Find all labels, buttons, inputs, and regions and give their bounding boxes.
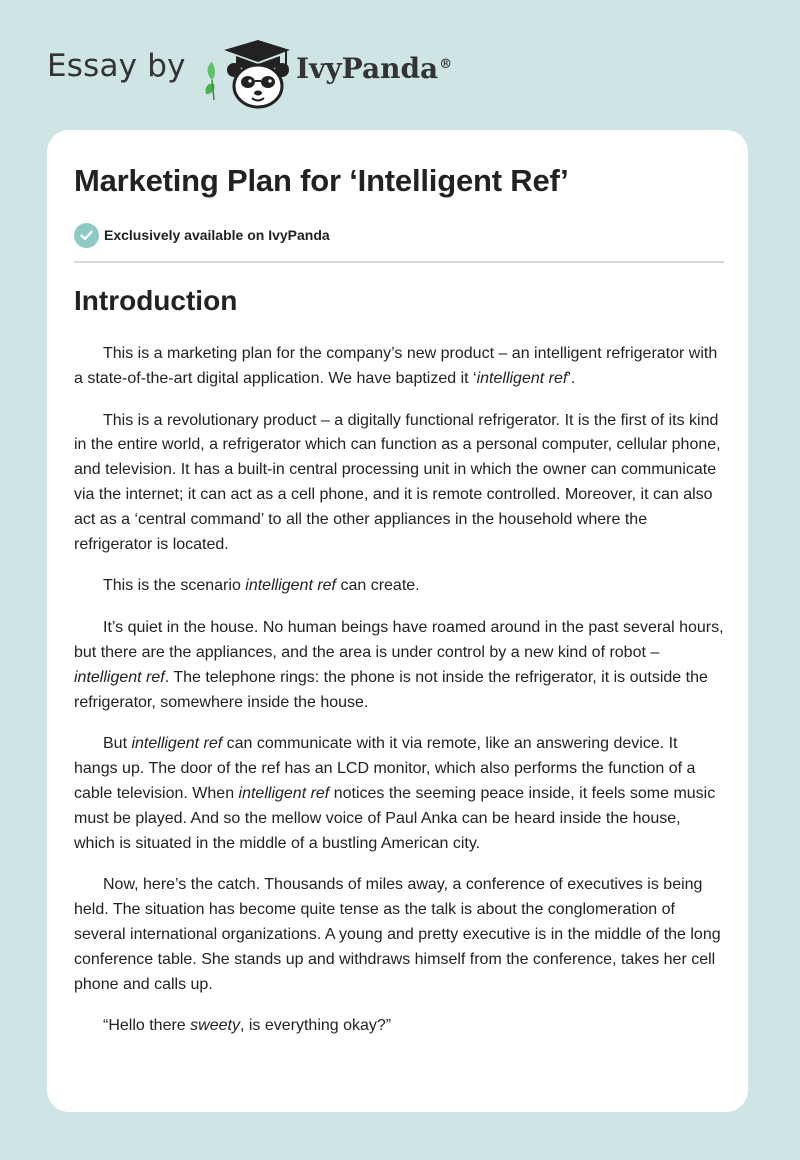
- paragraph-text: ’.: [567, 369, 576, 387]
- paragraph-text: This is the scenario: [103, 577, 246, 595]
- paragraph-text: notices the seeming peace inside, it feels some music must be played. And so the mellow voice of Paul Anka can be heard inside the house, which is situated in the middle of a bustling American city.: [74, 784, 716, 852]
- essay-card: [47, 130, 748, 1112]
- title-divider: [74, 261, 724, 263]
- paragraph-text: can communicate with it via remote, like an answering device. It hangs up. The door of the ref has an LCD monitor, which also performs the function of a cable television. When: [74, 735, 696, 802]
- panda-logo-icon[interactable]: [200, 36, 292, 110]
- emphasis-text: intelligent ref: [245, 577, 336, 595]
- paragraph-text: This is a revolutionary product – a digitally functional refrigerator. It is the first of its kind in the entire world, a refrigerator which can function as a personal computer, cellular phone, and television. It has a built-in central processing unit in which the owner can communicate via the internet; it can act as a cell phone, and it is remote controlled. Moreover, it can also act as a ‘central command’ to all the other appliances in the household where the refrigerator is located.: [74, 411, 721, 553]
- exclusive-label: Exclusively available on IvyPanda: [104, 227, 330, 243]
- brand-name[interactable]: [296, 52, 452, 85]
- paragraph: [74, 1014, 724, 1039]
- emphasis-text: intelligent ref: [476, 369, 568, 387]
- check-icon: [74, 223, 99, 248]
- paragraph-text: Now, here’s the catch. Thousands of miles away, a conference of executives is being held. The situation has become quite tense as the talk is about the conglomeration of several international organizations. A young and pretty executive is in the middle of the long conference table. She stands up and withdraws himself from the conference, takes her cell phone and calls up.: [74, 876, 721, 993]
- emphasis-text: intelligent ref: [131, 735, 223, 753]
- brand-label: IvyPanda: [296, 52, 439, 85]
- section-heading: Introduction: [74, 285, 238, 316]
- page-title: Marketing Plan for ‘Intelligent Ref’: [74, 163, 569, 198]
- exclusive-badge: [74, 222, 330, 248]
- paragraph: [74, 574, 724, 599]
- paragraph-text: . The telephone rings: the phone is not inside the refrigerator, it is outside the refrigerator, somewhere inside the house.: [74, 668, 708, 711]
- paragraph: [74, 616, 724, 715]
- paragraph: [74, 342, 724, 392]
- paragraph-text: can create.: [336, 577, 420, 595]
- paragraph: [74, 873, 724, 997]
- paragraph-text: This is a marketing plan for the company’s new product – an intelligent refrigerator with a state-of-the-art digital application. We have baptized it ‘: [74, 345, 718, 387]
- emphasis-text: intelligent ref: [74, 668, 165, 686]
- paragraph: [74, 732, 724, 856]
- paragraph-text: But: [103, 735, 132, 753]
- essay-body: [74, 342, 724, 1056]
- paragraph-text: It’s quiet in the house. No human beings have roamed around in the past several hours, but there are the appliances, and the area is under control by a new kind of robot –: [74, 619, 724, 661]
- emphasis-text: intelligent ref: [238, 784, 330, 802]
- paragraph-text: “Hello there: [103, 1017, 191, 1035]
- paragraph-text: , is everything okay?”: [239, 1017, 392, 1035]
- brand-registered-mark: ®: [439, 56, 453, 72]
- site-header: [0, 0, 800, 130]
- emphasis-text: sweety: [190, 1017, 240, 1035]
- paragraph: [74, 409, 724, 558]
- essay-by-label: Essay by: [47, 48, 186, 84]
